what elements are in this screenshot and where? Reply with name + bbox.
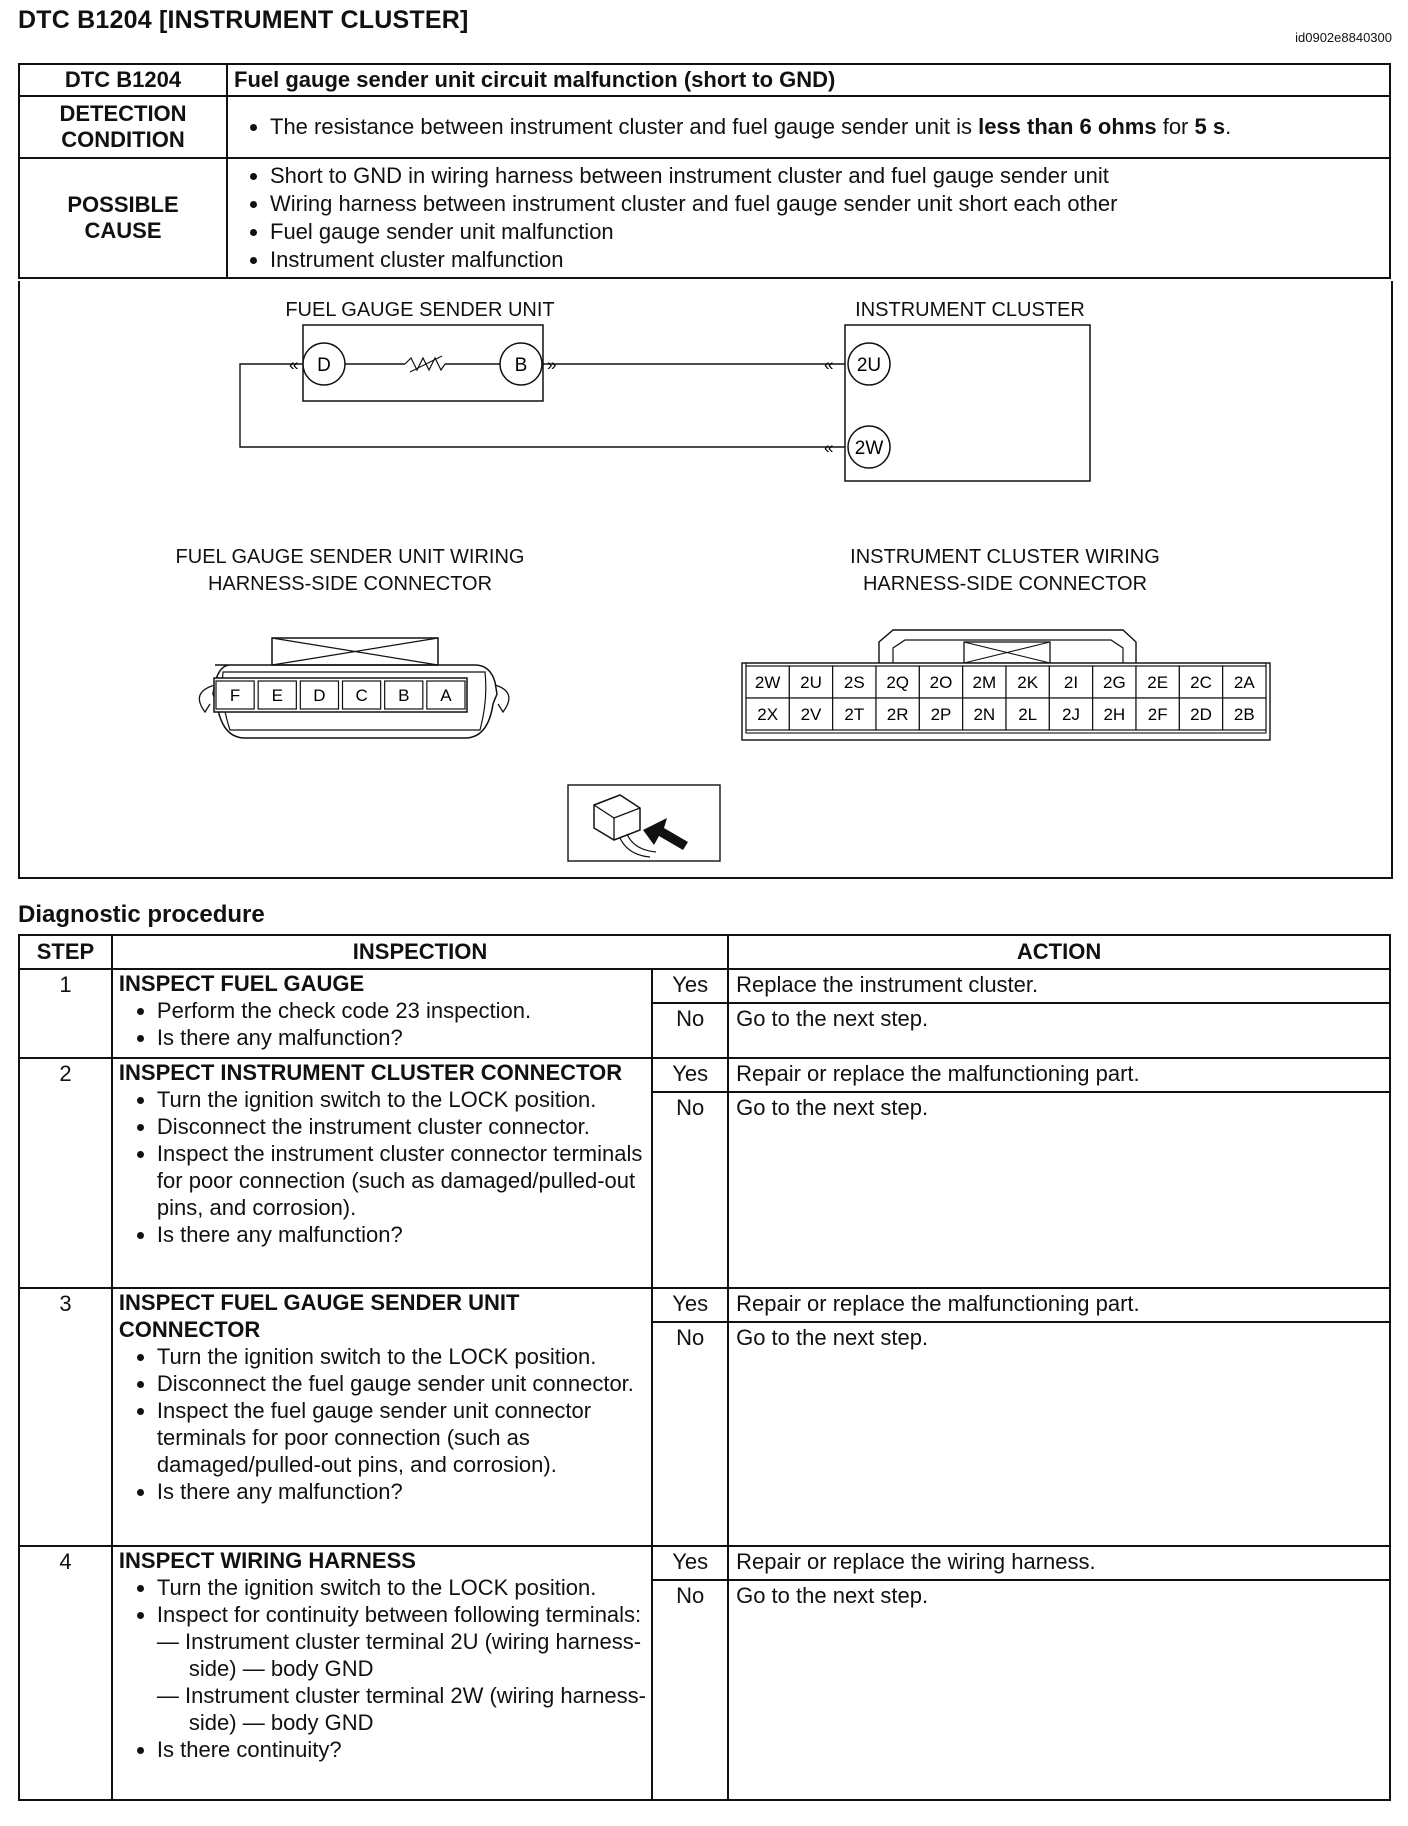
sender-unit-label: FUEL GAUGE SENDER UNIT — [285, 299, 555, 321]
sender-connector-pin-label: B — [398, 686, 410, 705]
detection-threshold: less than 6 ohms — [978, 114, 1157, 139]
sender-connector-title — [140, 544, 560, 598]
sender-connector-pin — [258, 681, 296, 709]
yes-label: Yes — [652, 969, 728, 1003]
table-row — [19, 1288, 1390, 1322]
cluster-connector-pin — [833, 698, 876, 730]
terminal-2w-label: 2W — [854, 438, 884, 459]
sender-connector-pin — [385, 681, 423, 709]
cluster-connector-pin-label: 2I — [1063, 673, 1079, 692]
no-action: Go to the next step. — [728, 1092, 1390, 1288]
cluster-connector-pin-label: 2N — [973, 705, 996, 724]
cluster-connector-pin — [1006, 666, 1049, 698]
cluster-connector-pin — [833, 666, 876, 698]
cluster-connector-pin-label: 2E — [1147, 673, 1169, 692]
no-label: No — [652, 1092, 728, 1288]
cluster-connector-pin-label: 2D — [1190, 705, 1212, 724]
terminal-b-label: B — [514, 355, 528, 376]
col-action: ACTION — [728, 935, 1390, 969]
no-label: No — [652, 1003, 728, 1058]
sender-connector-pin — [216, 681, 254, 709]
no-label: No — [652, 1580, 728, 1800]
cluster-connector-pin — [876, 666, 919, 698]
col-step: STEP — [19, 935, 112, 969]
cluster-connector-title-line1: INSTRUMENT CLUSTER WIRING — [850, 546, 1160, 568]
document-id: id0902e8840300 — [1295, 30, 1392, 45]
cause-item: • Instrument cluster malfunction — [270, 246, 1383, 274]
sub-item: — Instrument cluster terminal 2U (wiring harness-side) — body GND — [156, 1629, 642, 1681]
step-bullet: • Disconnect the instrument cluster connector. — [157, 1113, 651, 1140]
step-heading: INSPECT INSTRUMENT CLUSTER CONNECTOR — [118, 1060, 623, 1085]
terminal-2u-label: 2U — [856, 355, 882, 376]
step-bullet: • Is there continuity? — [157, 1736, 651, 1763]
step-bullet: • Turn the ignition switch to the LOCK position. — [157, 1574, 651, 1601]
diagnostic-procedure-table — [18, 934, 1391, 1801]
cause-item: • Wiring harness between instrument cluster and fuel gauge sender unit short each other — [270, 190, 1383, 218]
cluster-connector-pin — [746, 666, 789, 698]
table-row — [19, 1058, 1390, 1092]
inspection-cell — [112, 969, 652, 1058]
connector-chevron-icon: « — [824, 355, 834, 374]
detection-text-post: . — [1225, 114, 1232, 139]
detection-duration: 5 s — [1194, 114, 1226, 139]
step-bullet: • Perform the check code 23 inspection. — [157, 997, 651, 1024]
cluster-connector-title — [795, 544, 1215, 598]
sender-connector-pin-label: A — [440, 686, 452, 705]
step-number: 4 — [19, 1546, 112, 1800]
detection-label-line1: DETECTION — [59, 101, 187, 126]
detection-text-mid: for — [1156, 114, 1195, 139]
no-action: Go to the next step. — [728, 1322, 1390, 1546]
step-bullet: • Is there any malfunction? — [157, 1478, 651, 1505]
cluster-connector-pin-label: 2W — [754, 673, 781, 692]
cluster-connector-pin — [1223, 666, 1266, 698]
step-bullet: • Is there any malfunction? — [157, 1024, 651, 1051]
step-bullet: • Disconnect the fuel gauge sender unit connector. — [157, 1370, 651, 1397]
cluster-connector-pin-label: 2B — [1233, 705, 1255, 724]
cause-label-line1: POSSIBLE — [67, 192, 179, 217]
cause-item: • Short to GND in wiring harness between instrument cluster and fuel gauge sender unit — [270, 162, 1383, 190]
table-row — [19, 969, 1390, 1003]
procedure-title: Diagnostic procedure — [18, 901, 265, 928]
cluster-connector-pin — [876, 698, 919, 730]
col-inspection: INSPECTION — [112, 935, 728, 969]
connector-chevron-icon: « — [824, 438, 834, 457]
terminal-d-label: D — [317, 355, 331, 376]
cluster-connector-pin-label: 2L — [1018, 705, 1038, 724]
sender-connector-pin-label: D — [313, 686, 326, 705]
cluster-connector-pin — [1179, 698, 1222, 730]
detection-text-pre: The resistance between instrument cluster and fuel gauge sender unit is — [270, 114, 979, 139]
no-action: Go to the next step. — [728, 1580, 1390, 1800]
step-bullet: • Turn the ignition switch to the LOCK position. — [157, 1086, 651, 1113]
cluster-connector-pin-label: 2G — [1102, 673, 1126, 692]
cluster-connector-pin-label: 2R — [886, 705, 909, 724]
detection-label-line2: CONDITION — [61, 127, 185, 152]
connector-chevron-icon: « — [289, 355, 299, 374]
cluster-connector-pin-label: 2H — [1103, 705, 1126, 724]
sender-connector-pin — [300, 681, 338, 709]
cluster-connector-pin-label: 2O — [929, 673, 953, 692]
step-bullet: • Inspect the instrument cluster connector terminals for poor connection (such as damaged/pulled-out pins, and corrosion). — [157, 1140, 651, 1221]
step-heading: INSPECT WIRING HARNESS — [118, 1548, 416, 1573]
cluster-connector-pin — [1136, 666, 1179, 698]
cluster-connector-pin — [1223, 698, 1266, 730]
inspection-cell — [112, 1058, 652, 1288]
cluster-connector-pin — [1049, 666, 1092, 698]
cluster-connector-pin — [919, 666, 962, 698]
step-bullet: • Turn the ignition switch to the LOCK position. — [157, 1343, 651, 1370]
cause-label-line2: CAUSE — [84, 218, 162, 243]
sub-item: — Instrument cluster terminal 2W (wiring harness-side) — body GND — [156, 1683, 646, 1735]
cluster-connector-pin — [789, 698, 832, 730]
yes-action: Repair or replace the malfunctioning part. — [728, 1288, 1390, 1322]
cluster-connector-pin — [789, 666, 832, 698]
cluster-connector-pin — [1136, 698, 1179, 730]
cluster-connector-pin-label: 2U — [800, 673, 822, 692]
cluster-connector-pin-label: 2F — [1147, 705, 1168, 724]
sender-connector-pin-label: C — [355, 686, 368, 705]
cluster-connector-pin-label: 2Q — [886, 673, 910, 692]
step-number: 1 — [19, 969, 112, 1058]
sender-connector-pin — [343, 681, 381, 709]
cluster-connector-pin — [963, 698, 1006, 730]
cluster-label: INSTRUMENT CLUSTER — [855, 299, 1085, 321]
inspection-cell — [112, 1546, 652, 1800]
cluster-connector-pin — [1179, 666, 1222, 698]
sender-connector-pin-label: F — [229, 686, 241, 705]
cluster-connector-pin-label: 2V — [800, 705, 822, 724]
cluster-connector-pin-label: 2J — [1062, 705, 1080, 724]
harness-side-view-icon — [568, 785, 720, 861]
cluster-connector-title-line2: HARNESS-SIDE CONNECTOR — [862, 573, 1148, 595]
cluster-connector-pin — [1049, 698, 1092, 730]
step-bullet — [157, 1601, 651, 1736]
dtc-code-label: DTC B1204 — [19, 64, 227, 96]
yes-label: Yes — [652, 1058, 728, 1092]
cluster-connector-pin-label: 2A — [1233, 673, 1255, 692]
page-title: DTC B1204 [INSTRUMENT CLUSTER] — [18, 6, 469, 34]
sender-connector-pin-label: E — [271, 686, 283, 705]
cluster-connector-pin — [1093, 698, 1136, 730]
step-heading: INSPECT FUEL GAUGE — [118, 971, 365, 996]
step-bullet: • Is there any malfunction? — [157, 1221, 651, 1248]
cluster-connector-pin-label: 2S — [843, 673, 865, 692]
step-bullet: • Inspect the fuel gauge sender unit connector terminals for poor connection (such as damaged/pulled-out pins, and corrosion). — [157, 1397, 651, 1478]
yes-label: Yes — [652, 1288, 728, 1322]
sender-connector-title-line2: HARNESS-SIDE CONNECTOR — [207, 573, 493, 595]
table-row — [19, 1546, 1390, 1580]
yes-label: Yes — [652, 1546, 728, 1580]
step-heading: INSPECT FUEL GAUGE SENDER UNIT CONNECTOR — [118, 1290, 520, 1342]
cluster-connector-pin — [919, 698, 962, 730]
cluster-connector-pin-label: 2P — [930, 705, 952, 724]
cluster-connector-pin-label: 2X — [757, 705, 779, 724]
yes-action: Replace the instrument cluster. — [728, 969, 1390, 1003]
no-label: No — [652, 1322, 728, 1546]
sender-connector-pin — [427, 681, 465, 709]
inspection-cell — [112, 1288, 652, 1546]
step-number: 3 — [19, 1288, 112, 1546]
cluster-connector-pin — [1093, 666, 1136, 698]
cluster-connector-pin — [963, 666, 1006, 698]
yes-action: Repair or replace the wiring harness. — [728, 1546, 1390, 1580]
cluster-connector-pin-label: 2T — [844, 705, 865, 724]
cluster-connector-pin — [746, 698, 789, 730]
yes-action: Repair or replace the malfunctioning part. — [728, 1058, 1390, 1092]
step-number: 2 — [19, 1058, 112, 1288]
cluster-connector-pin — [1006, 698, 1049, 730]
cluster-connector-pin-label: 2C — [1190, 673, 1212, 692]
connector-chevron-icon: » — [547, 355, 557, 374]
cluster-connector-pin-label: 2M — [972, 673, 997, 692]
sender-connector-title-line1: FUEL GAUGE SENDER UNIT WIRING — [175, 546, 525, 568]
step-bullet-text: Inspect for continuity between following terminals: — [156, 1602, 642, 1627]
cause-item: • Fuel gauge sender unit malfunction — [270, 218, 1383, 246]
wiring-schematic — [0, 0, 1408, 900]
cluster-connector-pin-label: 2K — [1017, 673, 1039, 692]
dtc-code-description: Fuel gauge sender unit circuit malfunction (short to GND) — [227, 64, 1390, 96]
no-action: Go to the next step. — [728, 1003, 1390, 1058]
